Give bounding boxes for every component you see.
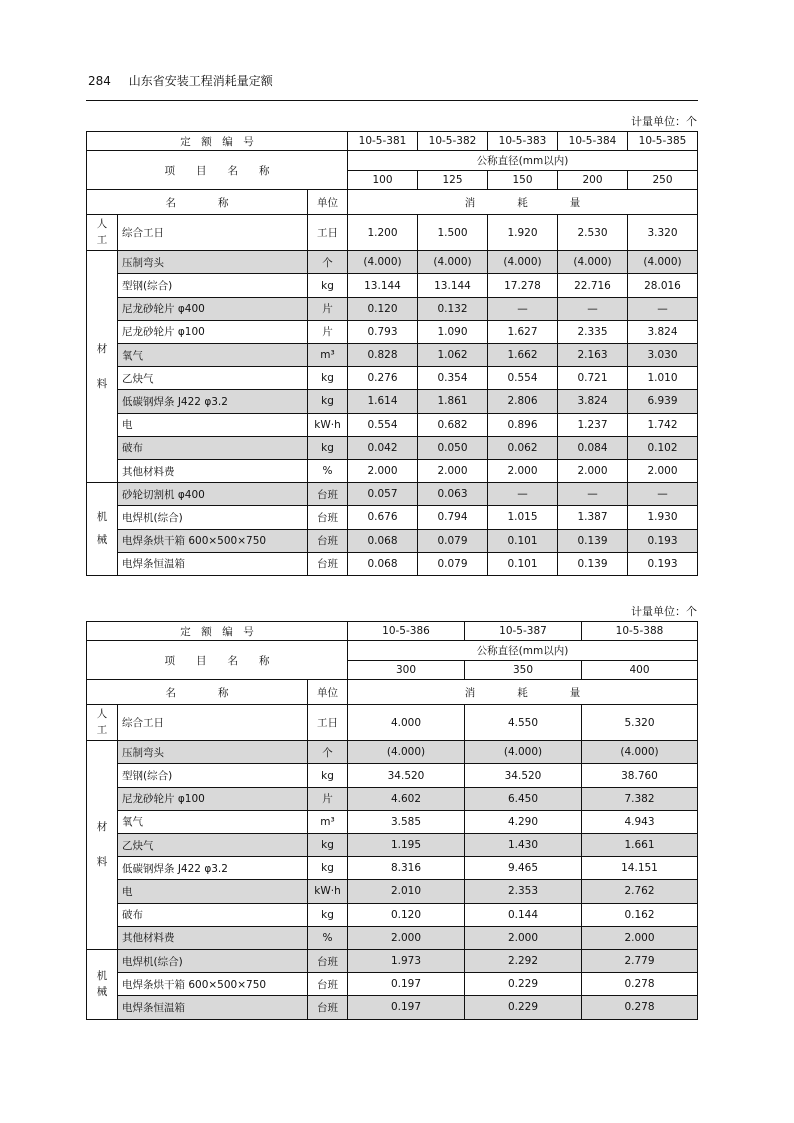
- table-row: [87, 834, 698, 857]
- item-name: 氧气: [118, 810, 308, 833]
- item-value: 0.682: [418, 413, 488, 436]
- item-value: (4.000): [465, 741, 582, 764]
- table-row: [87, 367, 698, 390]
- item-value: 1.661: [582, 834, 698, 857]
- page-header: [88, 72, 273, 89]
- item-value: 1.742: [628, 413, 698, 436]
- item-unit: 工日: [308, 215, 348, 251]
- item-value: 1.062: [418, 344, 488, 367]
- item-value: 0.062: [488, 436, 558, 459]
- item-value: 0.120: [348, 903, 465, 926]
- table-row: [87, 903, 698, 926]
- item-unit: 台班: [308, 552, 348, 575]
- item-unit: kW·h: [308, 880, 348, 903]
- item-value: 2.292: [465, 949, 582, 972]
- item-value: 0.144: [465, 903, 582, 926]
- item-unit: %: [308, 926, 348, 949]
- item-value: 2.000: [348, 459, 418, 482]
- table-row: [87, 949, 698, 972]
- table-row: [87, 973, 698, 996]
- quota-code: 10-5-383: [488, 132, 558, 151]
- item-value: 1.387: [558, 506, 628, 529]
- item-value: 0.162: [582, 903, 698, 926]
- category-char: 工: [96, 234, 108, 247]
- item-unit: kg: [308, 274, 348, 297]
- item-value: 1.500: [418, 215, 488, 251]
- item-unit: 个: [308, 251, 348, 274]
- item-value: 1.920: [488, 215, 558, 251]
- quota-code-row: [87, 622, 698, 641]
- category-cell: [87, 483, 118, 576]
- item-value: 0.278: [582, 996, 698, 1019]
- item-value: 3.824: [628, 320, 698, 343]
- table-row: [87, 436, 698, 459]
- item-value: 0.101: [488, 529, 558, 552]
- category-char: 械: [96, 534, 108, 546]
- item-value: (4.000): [582, 741, 698, 764]
- page-number: 284: [88, 74, 111, 88]
- item-unit: %: [308, 459, 348, 482]
- quota-code: 10-5-385: [628, 132, 698, 151]
- table-row: [87, 787, 698, 810]
- table-row: [87, 880, 698, 903]
- category-char: 材: [96, 342, 108, 355]
- project-name-label: 项 目 名 称: [87, 151, 348, 190]
- item-value: (4.000): [418, 251, 488, 274]
- item-value: 1.010: [628, 367, 698, 390]
- category-cell: [87, 705, 118, 741]
- item-name: 电焊机(综合): [118, 949, 308, 972]
- item-name: 其他材料费: [118, 459, 308, 482]
- diameter-value: 125: [418, 171, 488, 190]
- table-row: [87, 741, 698, 764]
- table-row: [87, 552, 698, 575]
- item-value: 2.779: [582, 949, 698, 972]
- diameter-value: 300: [348, 661, 465, 680]
- item-value: 0.084: [558, 436, 628, 459]
- item-name: 低碳钢焊条 J422 φ3.2: [118, 390, 308, 413]
- category-char: 机: [96, 969, 108, 982]
- item-value: 2.353: [465, 880, 582, 903]
- table-row: [87, 857, 698, 880]
- category-char: 材: [96, 820, 108, 833]
- diameter-value: 150: [488, 171, 558, 190]
- item-name: 压制弯头: [118, 251, 308, 274]
- item-unit: kg: [308, 764, 348, 787]
- category-char: 机: [96, 510, 108, 523]
- diameter-label: 公称直径(mm以内): [348, 151, 698, 171]
- item-value: (4.000): [348, 741, 465, 764]
- item-unit: 工日: [308, 705, 348, 741]
- item-value: 0.197: [348, 996, 465, 1019]
- item-value: 0.229: [465, 996, 582, 1019]
- table-row: [87, 344, 698, 367]
- column-header-row: [87, 190, 698, 215]
- item-name: 型钢(综合): [118, 764, 308, 787]
- item-value: 0.197: [348, 973, 465, 996]
- item-value: 0.079: [418, 529, 488, 552]
- item-value: (4.000): [558, 251, 628, 274]
- item-value: 5.320: [582, 705, 698, 741]
- quota-code: 10-5-381: [348, 132, 418, 151]
- item-value: 0.278: [582, 973, 698, 996]
- category-char: 料: [96, 377, 108, 390]
- item-name: 氧气: [118, 344, 308, 367]
- item-value: 3.824: [558, 390, 628, 413]
- quota-code: 10-5-388: [582, 622, 698, 641]
- item-value: 3.585: [348, 810, 465, 833]
- item-value: —: [558, 297, 628, 320]
- item-value: 4.602: [348, 787, 465, 810]
- item-value: 0.132: [418, 297, 488, 320]
- table-row: [87, 810, 698, 833]
- item-value: 22.716: [558, 274, 628, 297]
- table-row: [87, 529, 698, 552]
- table-row: [87, 926, 698, 949]
- item-value: 3.030: [628, 344, 698, 367]
- item-value: 0.057: [348, 483, 418, 506]
- item-value: 0.276: [348, 367, 418, 390]
- item-unit: 台班: [308, 996, 348, 1019]
- item-value: —: [488, 297, 558, 320]
- item-value: 1.195: [348, 834, 465, 857]
- item-name: 尼龙砂轮片 φ100: [118, 320, 308, 343]
- quota-code: 10-5-387: [465, 622, 582, 641]
- item-value: 0.193: [628, 529, 698, 552]
- category-char: 料: [96, 856, 108, 869]
- item-value: 14.151: [582, 857, 698, 880]
- item-value: 2.762: [582, 880, 698, 903]
- item-unit: 片: [308, 787, 348, 810]
- quota-table-2: [86, 621, 698, 1020]
- item-value: (4.000): [348, 251, 418, 274]
- category-char: 人: [96, 708, 108, 720]
- item-value: 0.354: [418, 367, 488, 390]
- item-name: 电: [118, 413, 308, 436]
- item-value: 1.930: [628, 506, 698, 529]
- item-value: 1.237: [558, 413, 628, 436]
- item-value: 7.382: [582, 787, 698, 810]
- item-value: —: [558, 483, 628, 506]
- item-value: 1.200: [348, 215, 418, 251]
- item-name: 其他材料费: [118, 926, 308, 949]
- item-unit: 个: [308, 741, 348, 764]
- quota-code: 10-5-386: [348, 622, 465, 641]
- table-row: [87, 297, 698, 320]
- item-value: 3.320: [628, 215, 698, 251]
- item-value: 4.290: [465, 810, 582, 833]
- quota-table-1: [86, 131, 698, 576]
- item-value: 4.943: [582, 810, 698, 833]
- category-cell: [87, 215, 118, 251]
- item-value: 4.000: [348, 705, 465, 741]
- item-value: —: [488, 483, 558, 506]
- project-name-label: 项 目 名 称: [87, 641, 348, 680]
- table-row: [87, 274, 698, 297]
- diameter-value: 400: [582, 661, 698, 680]
- item-unit: kg: [308, 903, 348, 926]
- item-value: 2.000: [348, 926, 465, 949]
- item-name: 型钢(综合): [118, 274, 308, 297]
- item-value: 2.000: [418, 459, 488, 482]
- item-unit: kW·h: [308, 413, 348, 436]
- table-row: [87, 320, 698, 343]
- item-name: 破布: [118, 436, 308, 459]
- item-name: 尼龙砂轮片 φ100: [118, 787, 308, 810]
- item-value: 4.550: [465, 705, 582, 741]
- item-name: 电: [118, 880, 308, 903]
- item-value: 1.090: [418, 320, 488, 343]
- diameter-value: 100: [348, 171, 418, 190]
- table-row: [87, 483, 698, 506]
- item-value: 1.015: [488, 506, 558, 529]
- item-unit: m³: [308, 344, 348, 367]
- item-name: 电焊条恒温箱: [118, 996, 308, 1019]
- item-value: 6.450: [465, 787, 582, 810]
- item-value: 0.101: [488, 552, 558, 575]
- item-value: 1.614: [348, 390, 418, 413]
- item-value: 1.662: [488, 344, 558, 367]
- item-value: 1.627: [488, 320, 558, 343]
- item-name: 电焊条恒温箱: [118, 552, 308, 575]
- name-header: 名 称: [87, 190, 308, 215]
- quota-code: 10-5-382: [418, 132, 488, 151]
- diameter-value: 250: [628, 171, 698, 190]
- item-value: —: [628, 297, 698, 320]
- item-unit: m³: [308, 810, 348, 833]
- item-value: 0.068: [348, 552, 418, 575]
- item-value: 0.120: [348, 297, 418, 320]
- item-name: 电焊条烘干箱 600×500×750: [118, 973, 308, 996]
- item-value: 0.676: [348, 506, 418, 529]
- item-name: 压制弯头: [118, 741, 308, 764]
- item-name: 电焊机(综合): [118, 506, 308, 529]
- table-row: [87, 705, 698, 741]
- item-value: 1.973: [348, 949, 465, 972]
- project-row: [87, 151, 698, 171]
- item-value: 0.793: [348, 320, 418, 343]
- item-name: 砂轮切割机 φ400: [118, 483, 308, 506]
- item-name: 尼龙砂轮片 φ400: [118, 297, 308, 320]
- item-value: 0.828: [348, 344, 418, 367]
- item-value: 2.335: [558, 320, 628, 343]
- item-unit: kg: [308, 390, 348, 413]
- item-value: 0.063: [418, 483, 488, 506]
- table-row: [87, 506, 698, 529]
- item-name: 低碳钢焊条 J422 φ3.2: [118, 857, 308, 880]
- diameter-value: 200: [558, 171, 628, 190]
- item-unit: kg: [308, 436, 348, 459]
- item-value: 2.163: [558, 344, 628, 367]
- table-row: [87, 413, 698, 436]
- item-value: 0.193: [628, 552, 698, 575]
- category-char: 械: [96, 985, 108, 998]
- unit-header: 单位: [308, 190, 348, 215]
- item-value: 0.794: [418, 506, 488, 529]
- item-value: 0.554: [488, 367, 558, 390]
- table-row: [87, 390, 698, 413]
- diameter-label: 公称直径(mm以内): [348, 641, 698, 661]
- item-value: 1.861: [418, 390, 488, 413]
- item-value: 28.016: [628, 274, 698, 297]
- item-value: 6.939: [628, 390, 698, 413]
- item-name: 综合工日: [118, 705, 308, 741]
- item-value: 2.000: [628, 459, 698, 482]
- item-value: 34.520: [465, 764, 582, 787]
- table-row: [87, 215, 698, 251]
- item-unit: kg: [308, 367, 348, 390]
- quota-code-label: 定 额 编 号: [87, 132, 348, 151]
- item-value: 0.721: [558, 367, 628, 390]
- item-value: 0.068: [348, 529, 418, 552]
- category-char: 工: [96, 724, 108, 737]
- item-unit: 台班: [308, 529, 348, 552]
- item-name: 电焊条烘干箱 600×500×750: [118, 529, 308, 552]
- item-value: 9.465: [465, 857, 582, 880]
- project-row: [87, 641, 698, 661]
- quota-code-row: [87, 132, 698, 151]
- item-unit: 片: [308, 320, 348, 343]
- item-value: 0.102: [628, 436, 698, 459]
- item-value: 2.010: [348, 880, 465, 903]
- table2-unit-note: 计量单位：个: [631, 605, 697, 618]
- item-value: 13.144: [348, 274, 418, 297]
- item-value: (4.000): [628, 251, 698, 274]
- category-cell: [87, 741, 118, 950]
- item-unit: 台班: [308, 973, 348, 996]
- unit-header: 单位: [308, 680, 348, 705]
- table-row: [87, 764, 698, 787]
- item-unit: 台班: [308, 506, 348, 529]
- item-name: 综合工日: [118, 215, 308, 251]
- item-value: 13.144: [418, 274, 488, 297]
- category-cell: [87, 949, 118, 1019]
- item-value: 0.896: [488, 413, 558, 436]
- item-value: 38.760: [582, 764, 698, 787]
- item-value: 0.139: [558, 552, 628, 575]
- header-rule: [86, 100, 698, 101]
- table1-unit-note: 计量单位：个: [631, 115, 697, 128]
- table-row: [87, 251, 698, 274]
- item-value: 0.042: [348, 436, 418, 459]
- book-title: 山东省安装工程消耗量定额: [128, 74, 273, 88]
- item-value: 2.000: [582, 926, 698, 949]
- item-unit: kg: [308, 857, 348, 880]
- consumption-header: 消 耗 量: [348, 680, 698, 705]
- quota-code-label: 定 额 编 号: [87, 622, 348, 641]
- name-header: 名 称: [87, 680, 308, 705]
- column-header-row: [87, 680, 698, 705]
- item-value: 2.806: [488, 390, 558, 413]
- item-value: 34.520: [348, 764, 465, 787]
- item-name: 破布: [118, 903, 308, 926]
- item-value: 0.554: [348, 413, 418, 436]
- item-value: 2.000: [558, 459, 628, 482]
- item-value: 17.278: [488, 274, 558, 297]
- category-char: 人: [96, 218, 108, 230]
- consumption-header: 消 耗 量: [348, 190, 698, 215]
- item-value: 0.139: [558, 529, 628, 552]
- item-unit: 台班: [308, 483, 348, 506]
- item-unit: 片: [308, 297, 348, 320]
- table-row: [87, 459, 698, 482]
- item-value: 1.430: [465, 834, 582, 857]
- item-value: 2.530: [558, 215, 628, 251]
- diameter-value: 350: [465, 661, 582, 680]
- item-name: 乙炔气: [118, 834, 308, 857]
- item-value: 0.229: [465, 973, 582, 996]
- item-value: (4.000): [488, 251, 558, 274]
- item-name: 乙炔气: [118, 367, 308, 390]
- quota-code: 10-5-384: [558, 132, 628, 151]
- item-unit: kg: [308, 834, 348, 857]
- item-value: 8.316: [348, 857, 465, 880]
- item-value: 0.050: [418, 436, 488, 459]
- item-unit: 台班: [308, 949, 348, 972]
- item-value: 2.000: [488, 459, 558, 482]
- item-value: 0.079: [418, 552, 488, 575]
- item-value: 2.000: [465, 926, 582, 949]
- table-row: [87, 996, 698, 1019]
- item-value: —: [628, 483, 698, 506]
- category-cell: [87, 251, 118, 483]
